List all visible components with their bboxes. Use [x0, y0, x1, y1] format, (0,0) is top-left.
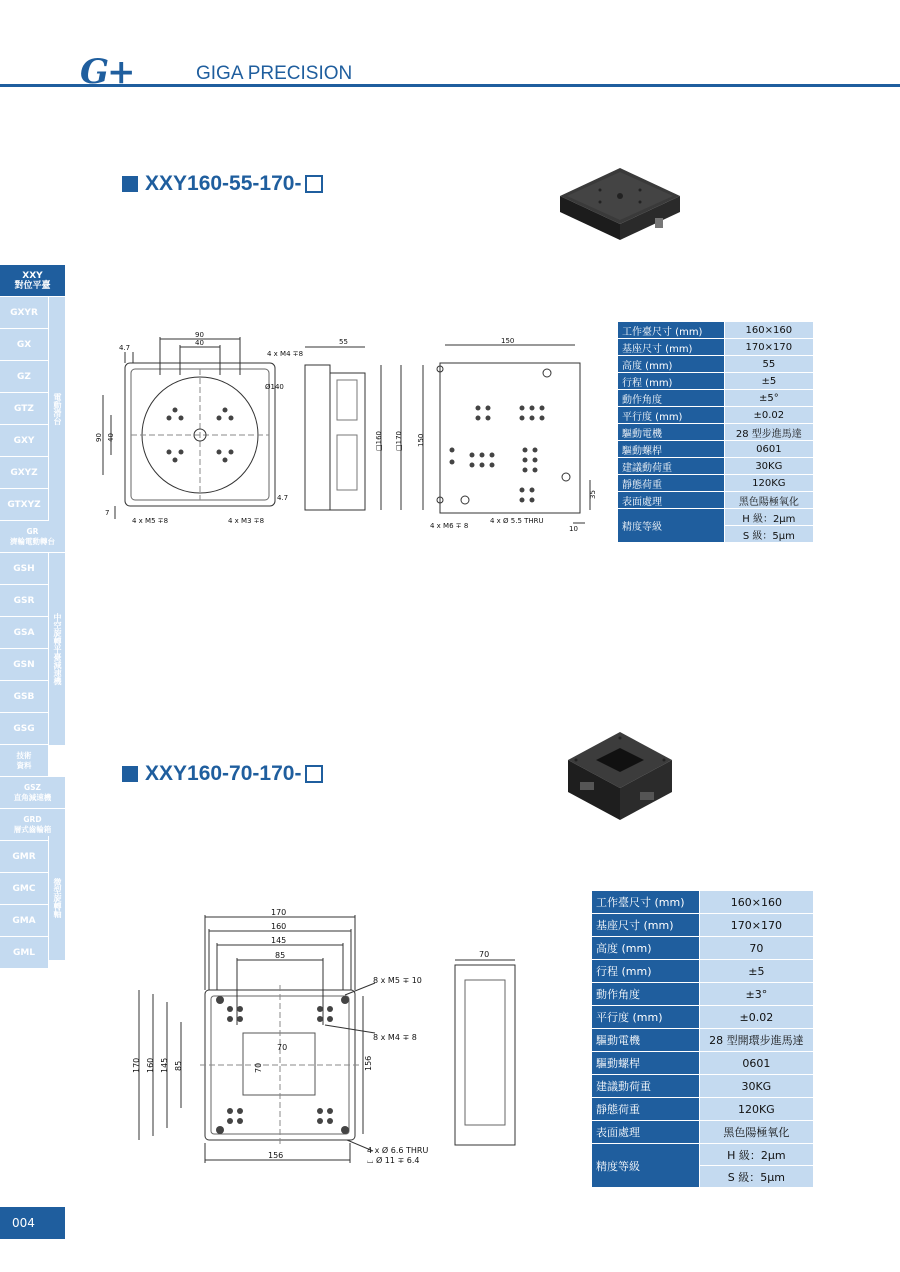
product2-drawing [125, 905, 525, 1170]
header-rule [0, 84, 900, 87]
sidebar-group-micro-axis: 微型旋轉軸 [48, 836, 65, 960]
product1-photo [555, 160, 685, 245]
spec-value: 120KG [699, 1098, 813, 1121]
spec-row [592, 1121, 814, 1144]
spec-row [618, 407, 814, 424]
sidebar-item-gx[interactable]: GX [0, 329, 48, 361]
spec-value: ±5 [724, 373, 813, 390]
spec-key: 基座尺寸 (mm) [592, 914, 700, 937]
spec-value: 黑色陽極氧化 [699, 1121, 813, 1144]
spec-key: 表面處理 [592, 1121, 700, 1144]
spec-row [592, 1098, 814, 1121]
spec-key: 靜態荷重 [618, 475, 725, 492]
sidebar-item-gsb[interactable]: GSB [0, 681, 48, 713]
spec-row [618, 458, 814, 475]
sidebar-item-gxyr[interactable]: GXYR [0, 297, 48, 329]
spec-key: 建議動荷重 [592, 1075, 700, 1098]
spec-row [618, 475, 814, 492]
product1-title: XXY160-55-170- [122, 172, 323, 196]
spec-value: 28 型開環步進馬達 [699, 1029, 813, 1052]
spec-row [618, 373, 814, 390]
label-m4: 4 x M4 ∓8 [267, 350, 304, 358]
brand-name: GIGA PRECISION [196, 63, 353, 84]
spec-row [592, 983, 814, 1006]
dim-10: 10 [569, 525, 578, 533]
spec-value: 170×170 [699, 914, 813, 937]
dim-v90: 90 [95, 433, 103, 442]
product2-title: XXY160-70-170- [122, 762, 323, 786]
spec-row [592, 891, 814, 914]
sidebar-item-gma[interactable]: GMA [0, 905, 48, 937]
spec-value-s: S 級：5μm [724, 526, 813, 543]
dim-v145: 145 [160, 1057, 169, 1073]
dim-center-70h: 70 [277, 1043, 288, 1052]
spec-key: 驅動螺桿 [592, 1052, 700, 1075]
dim-40: 40 [195, 339, 204, 347]
dim-150: 150 [501, 337, 515, 345]
spec-row-precision [618, 509, 814, 526]
page-number: 004 [0, 1207, 65, 1239]
label-counterbore: ⌴ Ø 11 ∓ 6.4 [367, 1156, 420, 1165]
label-thru: 4 x Ø 5.5 THRU [490, 517, 544, 525]
dim-35: 35 [589, 490, 597, 499]
dim-55: 55 [339, 338, 348, 346]
sidebar-group-electric-slide: 電動滑台 [48, 297, 65, 521]
dim-170: 170 [271, 908, 287, 917]
dim-4-7-right: 4.7 [277, 494, 289, 502]
spec-value: 160×160 [724, 322, 813, 339]
spec-row [618, 322, 814, 339]
option-box-icon [305, 175, 323, 193]
spec-row [618, 441, 814, 458]
sidebar-item-gtxyz[interactable]: GTXYZ [0, 489, 48, 521]
spec-key: 工作臺尺寸 (mm) [618, 322, 725, 339]
sidebar-item-gml[interactable]: GML [0, 937, 48, 969]
dim-v40: 40 [107, 433, 115, 442]
spec-value: 0601 [699, 1052, 813, 1075]
spec-value: 黑色陽極氧化 [724, 492, 813, 509]
spec-value: ±0.02 [724, 407, 813, 424]
label-m5: 8 x M5 ∓ 10 [373, 976, 422, 985]
spec-value: 120KG [724, 475, 813, 492]
sidebar-group-hollow-rotary: 中空旋轉平臺減速機 [48, 553, 65, 745]
spec-value: 28 型步進馬達 [724, 424, 813, 441]
option-box-icon [305, 765, 323, 783]
dim-v170: 170 [132, 1057, 141, 1073]
dim-center-70v: 70 [254, 1062, 263, 1073]
dim-156: 156 [268, 1151, 284, 1160]
sidebar-item-grd[interactable]: GRD 層式齒輪箱 [0, 809, 65, 841]
spec-value: ±5 [699, 960, 813, 983]
spec-row [618, 339, 814, 356]
sidebar-item-gsg[interactable]: GSG [0, 713, 48, 745]
spec-value: 30KG [699, 1075, 813, 1098]
sidebar-item-gsn[interactable]: GSN [0, 649, 48, 681]
spec-key: 高度 (mm) [618, 356, 725, 373]
sidebar-item-xxy[interactable]: XXY 對位平臺 [0, 265, 65, 297]
dim-4-7-top: 4.7 [119, 344, 131, 352]
product2-photo [560, 722, 680, 830]
spec-value: 55 [724, 356, 813, 373]
spec-value: 30KG [724, 458, 813, 475]
product1-drawing [85, 325, 595, 540]
dim-v156: 156 [364, 1055, 373, 1071]
spec-key: 表面處理 [618, 492, 725, 509]
spec-key: 驅動電機 [592, 1029, 700, 1052]
sidebar-nav [0, 265, 65, 969]
spec-value-s: S 級：5μm [699, 1166, 813, 1188]
spec-key: 建議動荷重 [618, 458, 725, 475]
spec-value-h: H 級：2μm [724, 509, 813, 526]
dim-160: 160 [271, 922, 287, 931]
dim-170: □170 [395, 431, 403, 451]
spec-key: 驅動螺桿 [618, 441, 725, 458]
sidebar-item-gmr[interactable]: GMR [0, 841, 48, 873]
sidebar-item-gmc[interactable]: GMC [0, 873, 48, 905]
spec-value: 170×170 [724, 339, 813, 356]
product2-spec-table [591, 890, 814, 1188]
spec-key: 精度等級 [618, 509, 725, 543]
label-m6: 4 x M6 ∓ 8 [430, 522, 469, 530]
spec-key: 平行度 (mm) [592, 1006, 700, 1029]
spec-row [618, 356, 814, 373]
dim-90: 90 [195, 331, 204, 339]
product1-spec-table [617, 321, 814, 543]
spec-key: 動作角度 [592, 983, 700, 1006]
spec-row-precision [592, 1144, 814, 1166]
spec-row [592, 1075, 814, 1098]
title-square-icon [122, 766, 138, 782]
sidebar-item-gsh[interactable]: GSH [0, 553, 48, 585]
spec-row [618, 390, 814, 407]
label-thru: 4 x Ø 6.6 THRU [367, 1146, 429, 1155]
label-m5: 4 x M5 ∓8 [132, 517, 169, 525]
spec-key: 驅動電機 [618, 424, 725, 441]
dim-145: 145 [271, 936, 287, 945]
dim-85: 85 [275, 951, 286, 960]
spec-key: 行程 (mm) [618, 373, 725, 390]
spec-key: 靜態荷重 [592, 1098, 700, 1121]
sidebar-item-gxy[interactable]: GXY [0, 425, 48, 457]
spec-value-h: H 級：2μm [699, 1144, 813, 1166]
spec-row [592, 937, 814, 960]
spec-value: ±3° [699, 983, 813, 1006]
spec-value: 160×160 [699, 891, 813, 914]
brand-logo: G+ [80, 52, 134, 92]
spec-value: ±0.02 [699, 1006, 813, 1029]
spec-row [592, 1052, 814, 1075]
sidebar-item-gz[interactable]: GZ [0, 361, 48, 393]
dim-side-70: 70 [479, 950, 490, 959]
sidebar-item-gxyz[interactable]: GXYZ [0, 457, 48, 489]
spec-value: 0601 [724, 441, 813, 458]
sidebar-item-tech[interactable]: 技術 資料 [0, 745, 48, 777]
label-m4: 8 x M4 ∓ 8 [373, 1033, 417, 1042]
spec-key: 高度 (mm) [592, 937, 700, 960]
spec-row [592, 1029, 814, 1052]
label-phi140: Ø140 [265, 383, 284, 391]
spec-key: 精度等級 [592, 1144, 700, 1188]
sidebar-item-gsr[interactable]: GSR [0, 585, 48, 617]
label-m3: 4 x M3 ∓8 [228, 517, 265, 525]
sidebar-item-gsz[interactable]: GSZ 直角減速機 [0, 777, 65, 809]
spec-row [592, 914, 814, 937]
title-square-icon [122, 176, 138, 192]
spec-key: 行程 (mm) [592, 960, 700, 983]
spec-row [618, 492, 814, 509]
sidebar-item-gr[interactable]: GR 濟輪電動轉台 [0, 521, 65, 553]
spec-value: ±5° [724, 390, 813, 407]
dim-160: □160 [375, 431, 383, 451]
spec-value: 70 [699, 937, 813, 960]
spec-row [618, 424, 814, 441]
sidebar-item-gtz[interactable]: GTZ [0, 393, 48, 425]
spec-key: 工作臺尺寸 (mm) [592, 891, 700, 914]
dim-v160: 160 [146, 1057, 155, 1073]
dim-v150: 150 [417, 433, 425, 447]
sidebar-item-gsa[interactable]: GSA [0, 617, 48, 649]
dim-7: 7 [105, 509, 110, 517]
spec-row [592, 1006, 814, 1029]
spec-key: 基座尺寸 (mm) [618, 339, 725, 356]
spec-row [592, 960, 814, 983]
spec-key: 平行度 (mm) [618, 407, 725, 424]
spec-key: 動作角度 [618, 390, 725, 407]
dim-v85: 85 [174, 1060, 183, 1071]
